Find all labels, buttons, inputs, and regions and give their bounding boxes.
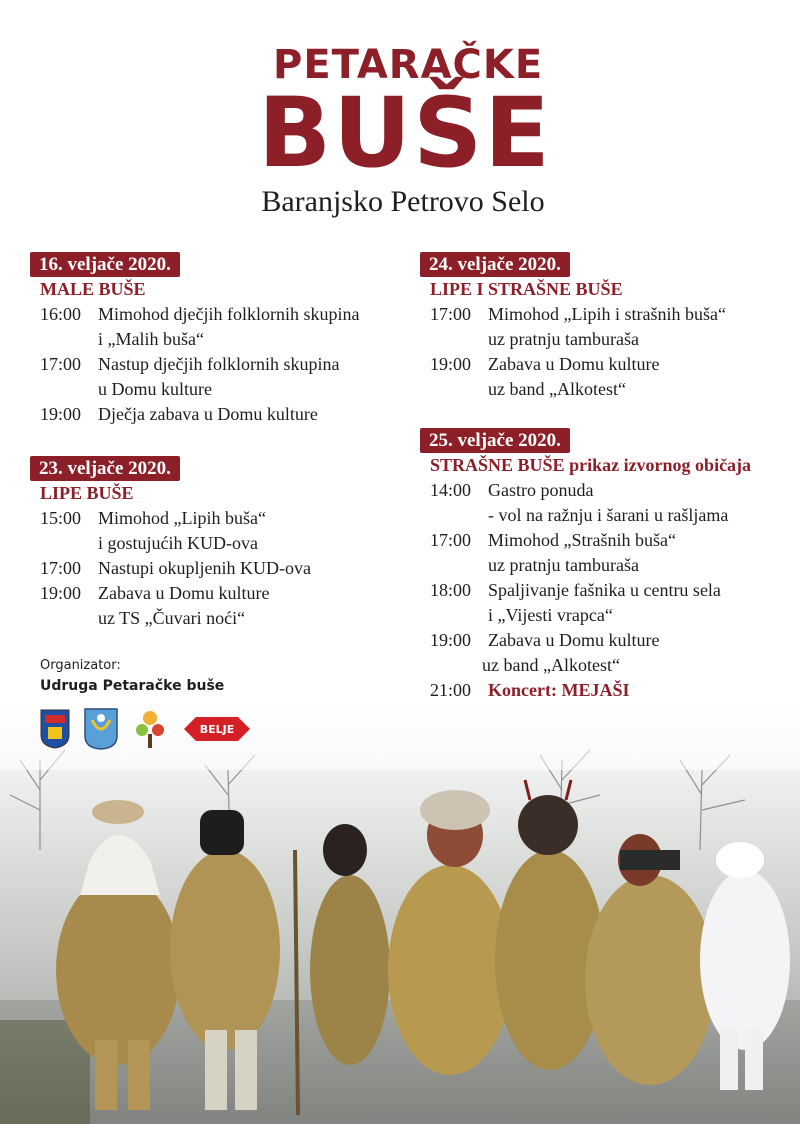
event-time: 21:00 xyxy=(430,680,472,700)
section-title: LIPE BUŠE xyxy=(40,483,134,503)
event-text xyxy=(98,581,420,631)
event-line: Nastup dječjih folklornih skupina xyxy=(98,354,340,374)
village-coat-of-arms-icon xyxy=(84,708,118,750)
program-day-2 xyxy=(30,456,420,631)
event-line: uz band „Alkotest“ xyxy=(482,655,620,675)
program-day-1 xyxy=(30,252,420,427)
date-badge: 24. veljače 2020. xyxy=(420,252,570,277)
event-line: Zabava u Domu kulture xyxy=(98,583,270,603)
event-time: 17:00 xyxy=(40,354,82,374)
event-row xyxy=(420,352,800,402)
sponsor-logos xyxy=(40,708,252,750)
event-time: 17:00 xyxy=(430,530,472,550)
event-time: 18:00 xyxy=(430,580,472,600)
subtitle-location: Baranjsko Petrovo Selo xyxy=(261,185,545,218)
event-row xyxy=(30,581,420,631)
event-text xyxy=(98,352,420,402)
event-row xyxy=(30,352,420,402)
event-line: i „Malih buša“ xyxy=(98,329,204,349)
event-row xyxy=(420,302,800,352)
event-row xyxy=(30,302,420,352)
event-time: 19:00 xyxy=(40,583,82,603)
event-line-highlight: Koncert: MEJAŠI xyxy=(488,680,630,700)
event-line: Mimohod „Lipih i strašnih buša“ xyxy=(488,304,726,324)
event-line: Mimohod „Lipih buša“ xyxy=(98,508,266,528)
event-time: 16:00 xyxy=(40,304,82,324)
municipality-coat-of-arms-icon xyxy=(40,709,70,749)
date-badge: 25. veljače 2020. xyxy=(420,428,570,453)
event-text xyxy=(98,302,420,352)
tourist-board-logo-icon xyxy=(132,708,168,750)
event-text xyxy=(98,556,420,581)
event-line: Mimohod „Strašnih buša“ xyxy=(488,530,676,550)
event-line: Dječja zabava u Domu kulture xyxy=(98,404,318,424)
event-text xyxy=(482,628,790,678)
event-line: - vol na ražnju i šarani u rašljama xyxy=(488,505,729,525)
event-row xyxy=(420,478,790,528)
event-text xyxy=(488,352,800,402)
event-line: uz pratnju tamburaša xyxy=(488,555,639,575)
event-line: Zabava u Domu kulture xyxy=(488,630,660,650)
title-line-2: BUŠE xyxy=(258,77,552,189)
event-text xyxy=(488,578,790,628)
event-text xyxy=(488,528,790,578)
event-line: i „Vijesti vrapca“ xyxy=(488,605,613,625)
event-row xyxy=(420,578,790,628)
event-line: uz pratnju tamburaša xyxy=(488,329,639,349)
date-badge: 23. veljače 2020. xyxy=(30,456,180,481)
title-line-1: PETARAČKE xyxy=(273,42,544,88)
event-time: 19:00 xyxy=(430,630,472,650)
event-line: Spaljivanje fašnika u centru sela xyxy=(488,580,721,600)
event-text xyxy=(98,506,420,556)
organizer-name: Udruga Petaračke buše xyxy=(40,678,225,694)
event-time: 17:00 xyxy=(40,558,82,578)
event-row xyxy=(30,402,420,427)
event-time: 15:00 xyxy=(40,508,82,528)
procession-photo xyxy=(0,700,800,1124)
event-time: 17:00 xyxy=(430,304,472,324)
program-day-3 xyxy=(420,252,800,402)
event-row xyxy=(30,556,420,581)
section-title: MALE BUŠE xyxy=(40,279,146,299)
event-time: 19:00 xyxy=(430,354,472,374)
event-line: Nastupi okupljenih KUD-ova xyxy=(98,558,311,578)
section-title xyxy=(430,453,790,478)
event-line: Zabava u Domu kulture xyxy=(488,354,660,374)
belje-logo-icon xyxy=(182,715,252,743)
event-row xyxy=(30,506,420,556)
event-text xyxy=(488,302,800,352)
date-badge: 16. veljače 2020. xyxy=(30,252,180,277)
section-title-suffix: prikaz izvornog običaja xyxy=(569,455,752,475)
event-time: 19:00 xyxy=(40,404,82,424)
event-row xyxy=(420,528,790,578)
event-line: Gastro ponuda xyxy=(488,480,594,500)
section-title-main: STRAŠNE BUŠE xyxy=(430,455,565,475)
event-line: uz TS „Čuvari noći“ xyxy=(98,608,246,628)
event-line: u Domu kulture xyxy=(98,379,212,399)
event-line: uz band „Alkotest“ xyxy=(488,379,626,399)
event-text xyxy=(98,402,420,427)
event-text xyxy=(488,478,790,528)
event-time: 14:00 xyxy=(430,480,472,500)
event-line: i gostujućih KUD-ova xyxy=(98,533,258,553)
organizer-label: Organizator: xyxy=(40,658,121,673)
belje-logo-text: BELJE xyxy=(199,723,235,736)
event-line: Mimohod dječjih folklornih skupina xyxy=(98,304,360,324)
section-title: LIPE I STRAŠNE BUŠE xyxy=(430,279,623,299)
event-row xyxy=(420,628,790,678)
